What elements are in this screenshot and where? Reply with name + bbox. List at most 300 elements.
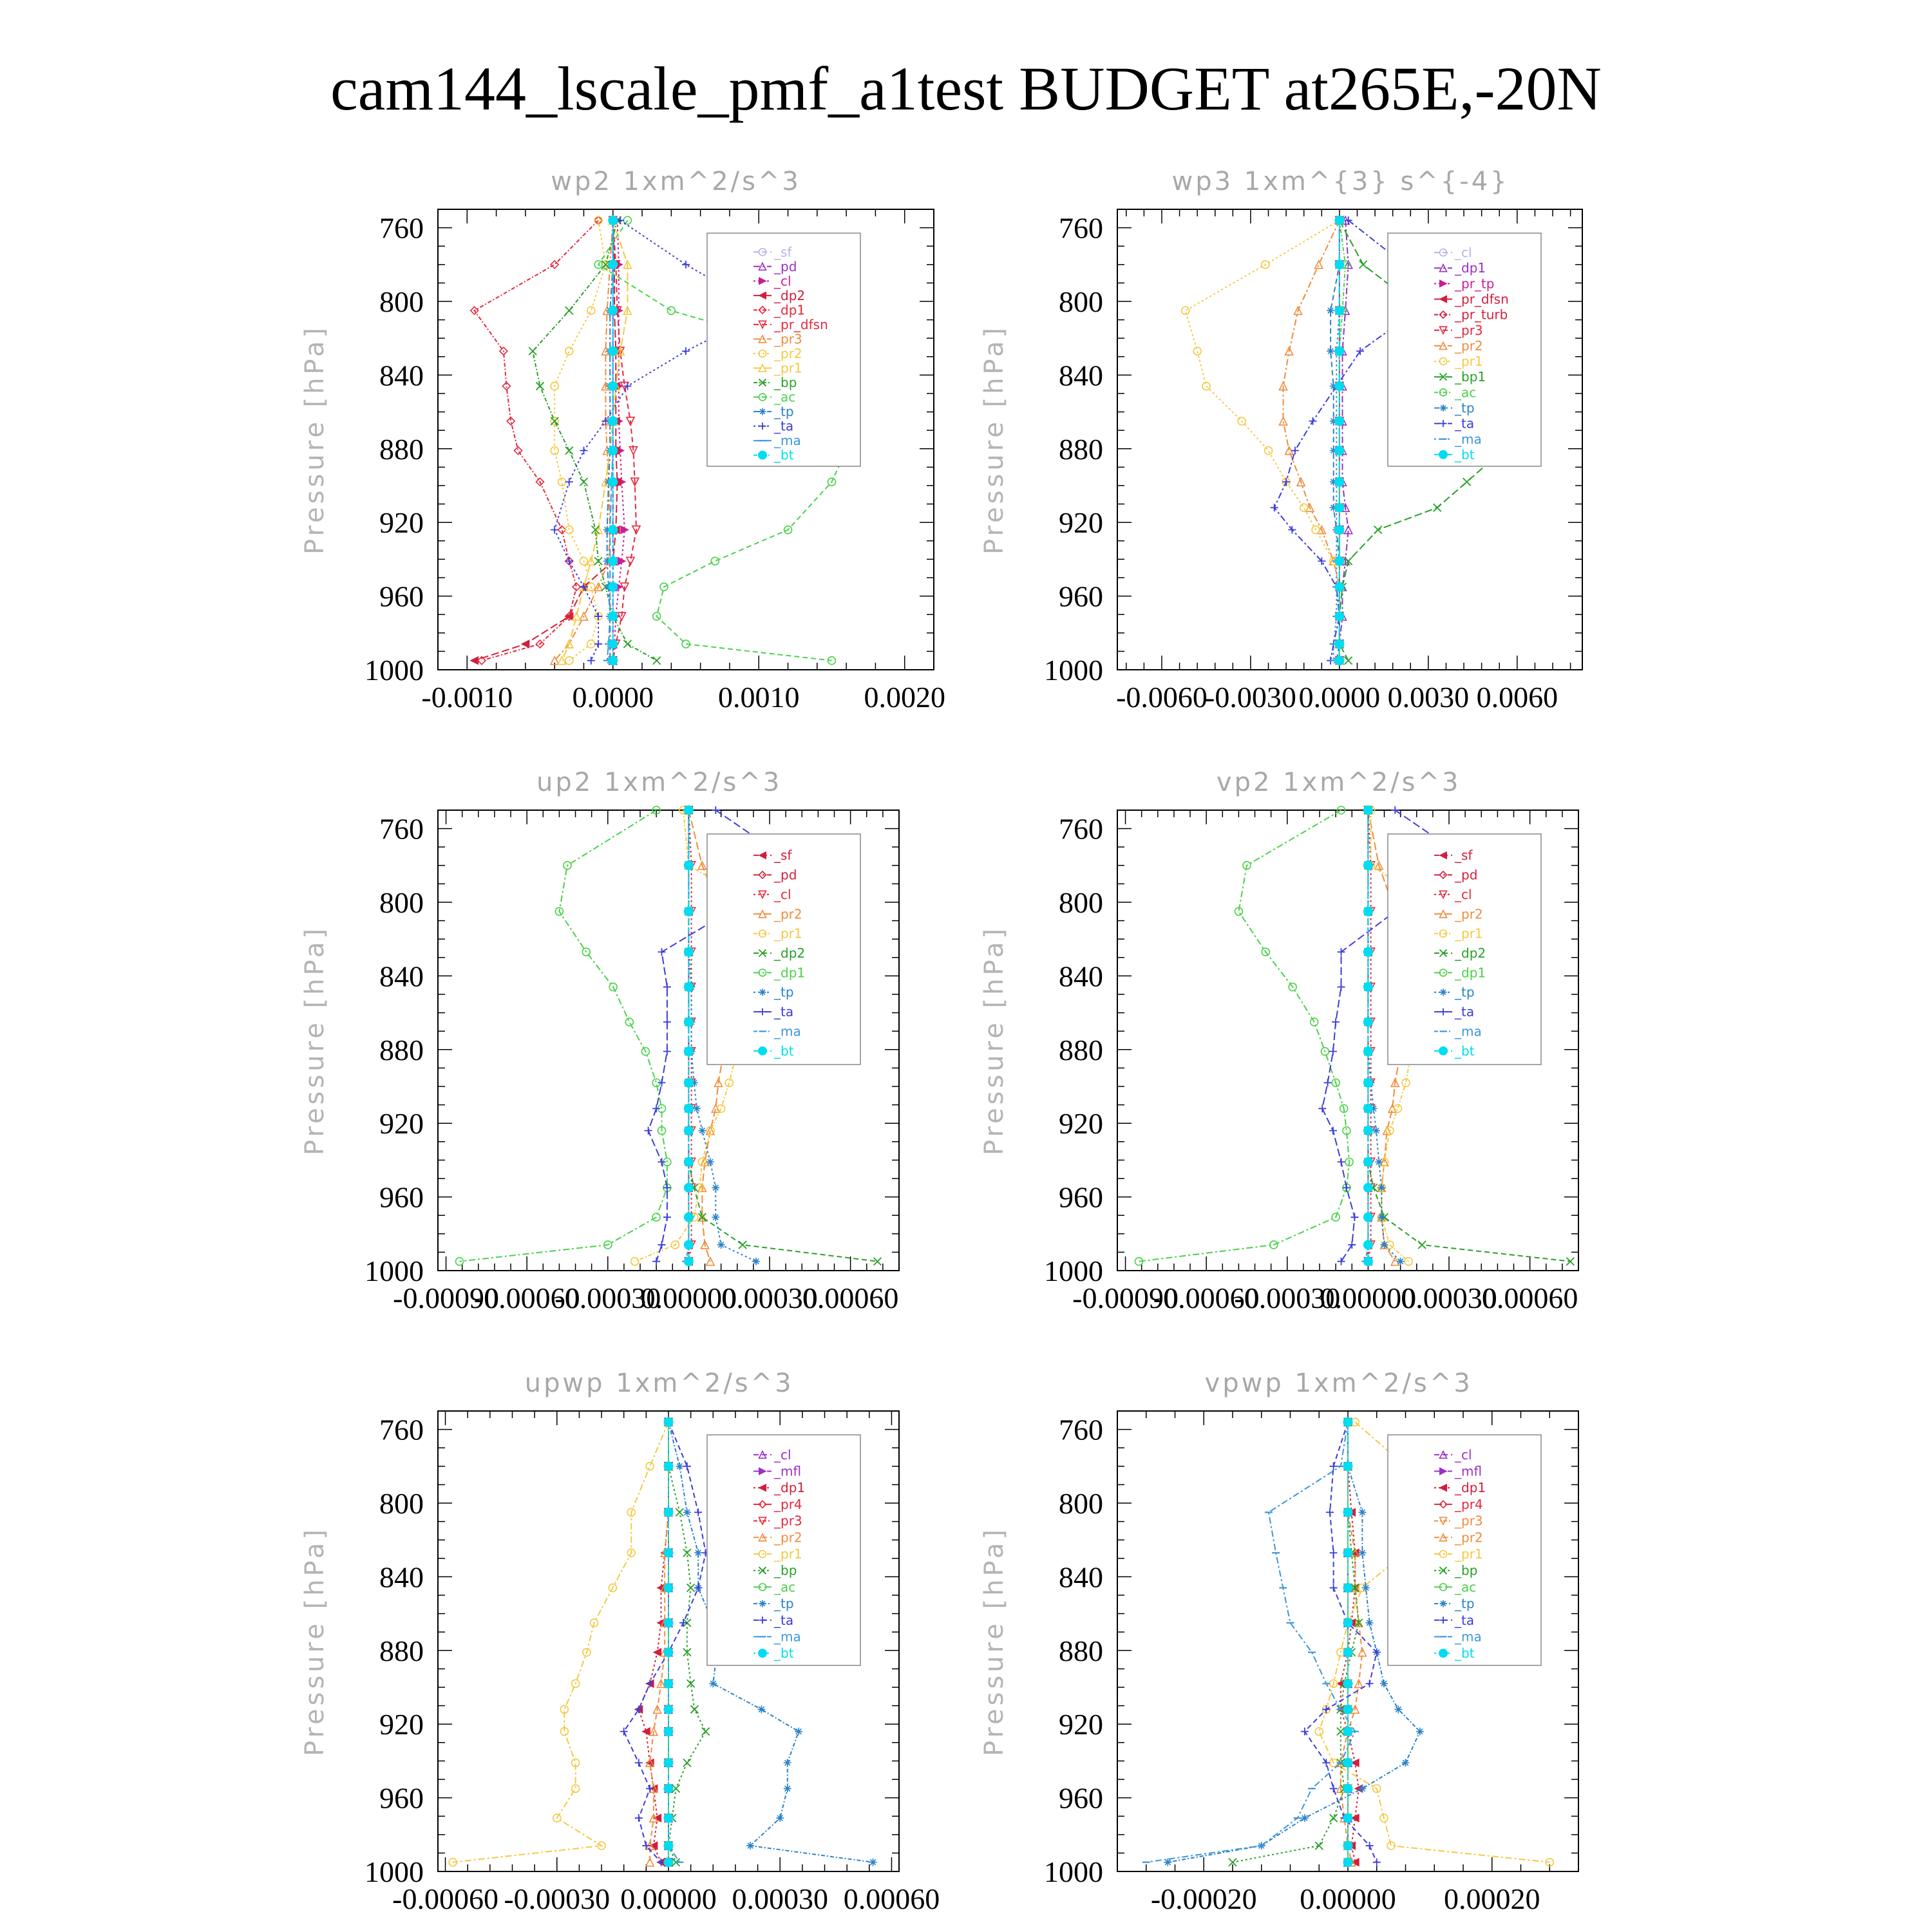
data-point xyxy=(795,1728,802,1736)
legend-label: _pr3 xyxy=(1455,322,1483,338)
data-point xyxy=(684,907,693,916)
x-tick-label: -0.0060 xyxy=(1116,681,1208,714)
data-point xyxy=(1322,1759,1330,1766)
data-point xyxy=(580,478,587,486)
series-line xyxy=(1331,220,1340,661)
series-ma xyxy=(665,1422,683,1862)
y-axis-label: Pressure [hPa] xyxy=(300,325,330,554)
data-point xyxy=(1335,306,1344,315)
legend xyxy=(1388,834,1541,1065)
legend-label: _ta xyxy=(1455,1612,1475,1628)
data-point xyxy=(573,583,580,591)
y-tick-label: 840 xyxy=(1059,359,1103,392)
legend-label: _tp xyxy=(1455,984,1475,1000)
legend-marker xyxy=(759,989,766,996)
data-point xyxy=(706,1158,714,1166)
data-point xyxy=(1330,1549,1338,1557)
legend xyxy=(707,834,860,1065)
data-point xyxy=(1330,1785,1338,1792)
data-point xyxy=(609,446,618,455)
data-point xyxy=(684,1157,693,1166)
data-point xyxy=(572,1785,580,1792)
data-point xyxy=(663,983,671,991)
legend-label: _pr2 xyxy=(774,346,802,361)
data-point xyxy=(1338,1258,1345,1265)
data-point xyxy=(1335,556,1344,565)
data-point xyxy=(1343,1784,1352,1793)
legend-label: _pd xyxy=(774,867,797,883)
data-point xyxy=(702,1728,710,1736)
data-point xyxy=(684,806,693,815)
legend-marker xyxy=(1439,450,1448,459)
chart-title: up2 1xm^2/s^3 xyxy=(536,768,782,797)
data-point xyxy=(1343,1417,1352,1426)
data-point xyxy=(609,526,618,535)
y-tick-label: 840 xyxy=(379,359,424,392)
x-tick-label: 0.00030 xyxy=(1401,1282,1497,1314)
data-point xyxy=(609,656,618,665)
x-tick-label: 0.00060 xyxy=(802,1282,899,1314)
data-point xyxy=(1343,1841,1352,1850)
legend-label: _bp1 xyxy=(1455,369,1486,385)
data-point xyxy=(1363,1257,1372,1266)
data-point xyxy=(1309,417,1317,425)
data-point xyxy=(1326,1508,1334,1516)
data-point xyxy=(684,947,693,956)
data-point xyxy=(646,1463,654,1470)
data-point xyxy=(551,526,558,534)
y-tick-label: 880 xyxy=(379,432,424,466)
x-tick-label: -0.00060 xyxy=(473,1282,580,1314)
data-point xyxy=(1315,261,1323,269)
x-tick-label: -0.00090 xyxy=(393,1282,499,1314)
data-point xyxy=(1343,1858,1352,1867)
legend-marker xyxy=(759,1046,767,1055)
chart-panel-6 xyxy=(980,1368,1578,1915)
legend-label: _pr3 xyxy=(774,1513,802,1529)
legend xyxy=(707,233,860,466)
data-point xyxy=(1363,1213,1372,1222)
data-point xyxy=(1335,346,1344,355)
legend-label: _bp xyxy=(774,1562,797,1578)
data-point xyxy=(551,417,558,425)
data-point xyxy=(664,1705,673,1714)
data-point xyxy=(1434,504,1441,511)
data-point xyxy=(1335,582,1344,591)
chart-title: vp2 1xm^2/s^3 xyxy=(1216,768,1461,797)
data-point xyxy=(684,1126,693,1135)
legend-label: _pr1 xyxy=(774,925,802,942)
y-axis-label: Pressure [hPa] xyxy=(300,925,330,1155)
x-tick-label: 0.00030 xyxy=(721,1282,818,1314)
series-line xyxy=(1233,1422,1359,1862)
data-point xyxy=(1335,417,1344,426)
data-point xyxy=(684,983,693,992)
data-point xyxy=(1343,1705,1352,1714)
data-point xyxy=(652,1258,660,1265)
x-tick-label: 0.0000 xyxy=(572,681,654,714)
legend-label: _ta xyxy=(774,1612,794,1628)
data-point xyxy=(1363,1240,1372,1249)
series-line xyxy=(668,1422,706,1862)
y-tick-label: 760 xyxy=(379,812,424,846)
data-point xyxy=(1335,216,1344,225)
data-point xyxy=(1363,1104,1372,1113)
data-point xyxy=(1363,1078,1372,1087)
data-point xyxy=(664,1584,673,1593)
data-point xyxy=(712,806,719,814)
data-point xyxy=(664,1508,673,1517)
data-point xyxy=(1358,1549,1366,1557)
data-point xyxy=(1343,1758,1352,1767)
series-line xyxy=(1334,220,1340,661)
y-tick-label: 960 xyxy=(379,1781,424,1815)
data-point xyxy=(1380,1680,1388,1687)
data-point xyxy=(1350,1213,1358,1221)
data-point xyxy=(587,307,595,314)
data-point xyxy=(580,447,587,455)
x-tick-label: 0.0030 xyxy=(1387,681,1470,714)
series-line xyxy=(1341,1422,1363,1862)
x-tick-label: -0.00020 xyxy=(1150,1882,1257,1915)
data-point xyxy=(1418,1241,1426,1249)
data-point xyxy=(1416,1728,1424,1736)
data-point xyxy=(1363,806,1372,815)
y-tick-label: 1000 xyxy=(1044,654,1103,687)
y-tick-label: 880 xyxy=(1059,1634,1103,1667)
data-point xyxy=(1363,907,1372,916)
legend-label: _pr1 xyxy=(774,1546,802,1562)
legend-label: _pr_dfsn xyxy=(774,316,828,332)
legend-marker xyxy=(759,451,767,459)
data-point xyxy=(565,447,573,455)
data-point xyxy=(1366,1619,1374,1627)
series-line xyxy=(453,1422,668,1862)
data-point xyxy=(587,657,595,665)
data-point xyxy=(609,477,618,486)
y-tick-label: 840 xyxy=(1059,960,1103,993)
data-point xyxy=(739,1241,746,1249)
y-tick-label: 960 xyxy=(1059,580,1103,613)
x-tick-label: 0.0010 xyxy=(717,681,800,714)
legend-label: _pr2 xyxy=(1455,1530,1483,1546)
data-point xyxy=(1402,1759,1410,1766)
data-point xyxy=(1363,861,1372,870)
chart-panel-2 xyxy=(980,167,1582,714)
y-axis-label: Pressure [hPa] xyxy=(980,925,1009,1155)
y-tick-label: 1000 xyxy=(1044,1255,1103,1287)
y-tick-label: 1000 xyxy=(1044,1855,1103,1888)
series-dp1 xyxy=(1135,806,1353,1265)
data-point xyxy=(1359,261,1367,269)
data-point xyxy=(664,1648,673,1657)
legend-label: _pr1 xyxy=(1455,925,1483,942)
data-point xyxy=(1356,347,1364,355)
series-line xyxy=(1168,1422,1420,1862)
data-point xyxy=(1318,1104,1326,1112)
data-point xyxy=(1366,1680,1374,1687)
data-point xyxy=(1363,1018,1372,1027)
y-tick-label: 960 xyxy=(379,580,424,613)
data-point xyxy=(1343,1648,1352,1657)
data-point xyxy=(690,1705,698,1713)
data-point xyxy=(664,1758,673,1767)
data-point xyxy=(712,1213,719,1221)
data-point xyxy=(1315,1728,1323,1736)
legend-marker xyxy=(1440,404,1447,412)
data-point xyxy=(1345,657,1352,665)
data-point xyxy=(687,1584,695,1592)
series-line xyxy=(668,1422,679,1862)
y-tick-label: 760 xyxy=(1059,211,1103,245)
data-point xyxy=(609,556,618,565)
data-point xyxy=(663,1213,671,1221)
data-point xyxy=(609,417,618,426)
data-point xyxy=(664,1548,673,1557)
data-point xyxy=(664,1784,673,1793)
series-pr_dfsn xyxy=(609,216,640,665)
data-point xyxy=(658,1241,666,1249)
y-tick-label: 960 xyxy=(1059,1180,1103,1214)
data-point xyxy=(684,1240,693,1249)
legend-label: _ma xyxy=(774,433,801,449)
legend-label: _sf xyxy=(774,848,792,864)
data-point xyxy=(609,346,618,355)
data-point xyxy=(664,1462,673,1471)
data-point xyxy=(1193,347,1201,355)
y-tick-label: 920 xyxy=(379,506,424,540)
x-tick-label: 0.0060 xyxy=(1476,681,1558,714)
data-point xyxy=(609,582,618,591)
data-point xyxy=(1343,1679,1352,1688)
y-tick-label: 800 xyxy=(1059,285,1103,318)
series-bp xyxy=(665,1418,710,1866)
legend-label: _pd xyxy=(1455,867,1478,883)
x-tick-label: 0.0000 xyxy=(1298,681,1381,714)
data-point xyxy=(645,1127,652,1135)
y-tick-label: 760 xyxy=(379,1413,424,1446)
legend-label: _pr1 xyxy=(1455,1546,1483,1562)
y-axis-label: Pressure [hPa] xyxy=(980,325,1009,554)
legend xyxy=(1388,1435,1541,1665)
legend-label: _pr2 xyxy=(1455,337,1483,354)
legend-label: _ma xyxy=(774,1629,801,1645)
legend-label: _tp xyxy=(1455,1596,1475,1612)
x-tick-label: 0.00000 xyxy=(640,1282,737,1314)
legend-label: _pd xyxy=(774,258,797,274)
legend-label: _mfl xyxy=(774,1463,802,1479)
series-pr3 xyxy=(551,216,617,665)
data-point xyxy=(664,1814,673,1823)
data-point xyxy=(635,1814,643,1822)
data-point xyxy=(1375,1158,1383,1166)
data-point xyxy=(1405,1258,1412,1265)
x-tick-label: -0.0030 xyxy=(1205,681,1296,714)
data-point xyxy=(667,307,675,314)
legend-label: _cl xyxy=(1455,1446,1472,1463)
data-point xyxy=(663,1048,671,1056)
x-tick-label: 0.00030 xyxy=(732,1882,828,1915)
legend-label: _pr2 xyxy=(774,1530,802,1546)
series-tp xyxy=(1164,1418,1424,1866)
data-point xyxy=(869,1859,877,1866)
data-point xyxy=(664,1618,673,1627)
series-ma xyxy=(1142,1422,1359,1862)
data-point xyxy=(664,1841,673,1850)
data-point xyxy=(565,478,573,486)
series-line xyxy=(1186,220,1340,661)
data-point xyxy=(565,307,573,314)
data-point xyxy=(609,612,618,621)
data-point xyxy=(664,1727,673,1736)
x-tick-label: 0.00000 xyxy=(620,1882,717,1915)
data-point xyxy=(683,1759,691,1766)
series-pr1 xyxy=(1182,216,1343,665)
data-point xyxy=(594,557,602,565)
data-point xyxy=(684,1078,693,1087)
data-point xyxy=(1324,1079,1332,1086)
data-point xyxy=(1343,1508,1352,1517)
legend-label: _sf xyxy=(1455,848,1473,864)
data-point xyxy=(784,1759,791,1766)
data-point xyxy=(1363,1047,1372,1056)
data-point xyxy=(1378,1213,1385,1221)
legend-label: _dp1 xyxy=(1455,965,1486,981)
legend-label: _ta xyxy=(774,418,794,434)
chart-panel-5 xyxy=(300,1368,940,1915)
y-tick-label: 880 xyxy=(379,1033,424,1066)
legend-label: _pr3 xyxy=(774,331,802,347)
x-tick-label: -0.00030 xyxy=(504,1882,611,1915)
data-point xyxy=(684,1213,693,1222)
legend-label: _dp1 xyxy=(1455,1480,1486,1496)
data-point xyxy=(609,306,618,315)
x-tick-label: 0.0020 xyxy=(864,681,945,714)
data-point xyxy=(693,1104,701,1112)
series-dp1 xyxy=(455,806,670,1265)
legend-label: _ac xyxy=(774,389,796,405)
data-point xyxy=(1363,1157,1372,1166)
data-point xyxy=(1335,382,1344,391)
data-point xyxy=(684,861,693,870)
data-point xyxy=(1394,1705,1402,1713)
y-axis-label: Pressure [hPa] xyxy=(980,1526,1009,1756)
legend-label: _ac xyxy=(1455,1579,1477,1595)
x-tick-label: -0.00060 xyxy=(1153,1282,1260,1314)
legend-label: _pr_turb xyxy=(1455,307,1508,323)
series-pr2 xyxy=(551,216,609,665)
data-point xyxy=(1301,1814,1309,1822)
data-point xyxy=(658,948,666,956)
x-tick-label: -0.00030 xyxy=(1234,1282,1341,1314)
data-point xyxy=(609,639,618,649)
data-point xyxy=(1363,1183,1372,1192)
data-point xyxy=(1335,656,1344,665)
series-line xyxy=(533,220,657,661)
data-point xyxy=(1338,983,1345,991)
data-point xyxy=(1301,1728,1309,1736)
series-cl xyxy=(1364,806,1374,1265)
data-point xyxy=(684,1047,693,1056)
y-tick-label: 920 xyxy=(1059,1107,1103,1141)
series-bp xyxy=(529,216,661,665)
legend-label: _cl xyxy=(1455,886,1472,902)
data-point xyxy=(725,1079,733,1086)
series-line xyxy=(554,220,613,661)
data-point xyxy=(1363,1126,1372,1135)
data-point xyxy=(717,1104,725,1112)
y-axis-label: Pressure [hPa] xyxy=(300,1526,330,1756)
data-point xyxy=(1271,504,1278,511)
data-point xyxy=(1182,307,1189,314)
data-point xyxy=(1358,1508,1366,1516)
legend xyxy=(1388,233,1541,466)
legend-label: _ma xyxy=(1455,1629,1482,1645)
y-tick-label: 800 xyxy=(379,886,424,919)
data-point xyxy=(1332,1018,1340,1026)
data-point xyxy=(683,1508,691,1516)
y-tick-label: 840 xyxy=(1059,1560,1103,1594)
legend-label: _cl xyxy=(774,1446,791,1463)
series-dp2 xyxy=(471,216,621,665)
data-point xyxy=(709,1680,717,1687)
data-point xyxy=(1265,447,1273,455)
chart-title: wp2 1xm^2/s^3 xyxy=(551,167,801,196)
data-point xyxy=(683,1463,691,1470)
data-point xyxy=(1335,260,1344,269)
data-point xyxy=(1394,1104,1401,1112)
legend-marker xyxy=(759,1600,766,1607)
data-point xyxy=(1397,1258,1405,1265)
data-point xyxy=(712,1184,719,1191)
x-tick-label: -0.0010 xyxy=(421,681,513,714)
data-point xyxy=(654,1649,661,1656)
x-tick-label: -0.00090 xyxy=(1072,1282,1179,1314)
data-point xyxy=(1335,503,1344,512)
legend-label: _bt xyxy=(774,1645,794,1662)
legend-label: _pr3 xyxy=(1455,1513,1483,1529)
legend-label: _ta xyxy=(1455,415,1475,431)
data-point xyxy=(623,640,631,648)
data-point xyxy=(1358,1785,1366,1792)
chart-panel-3 xyxy=(300,768,899,1314)
data-point xyxy=(682,347,690,355)
data-point xyxy=(565,347,573,355)
x-tick-label: 0.00000 xyxy=(1300,1882,1396,1915)
data-point xyxy=(1329,1127,1337,1135)
data-point xyxy=(1463,478,1471,486)
data-point xyxy=(717,1241,725,1249)
data-point xyxy=(1373,1859,1381,1866)
data-point xyxy=(684,1183,693,1192)
data-point xyxy=(698,1127,706,1135)
data-point xyxy=(684,1018,693,1027)
legend-label: _pr4 xyxy=(1455,1496,1483,1512)
legend-label: _pr_tp xyxy=(1455,276,1495,292)
data-point xyxy=(620,1728,628,1736)
legend-label: _ac xyxy=(1455,384,1477,401)
legend-label: _cl xyxy=(774,886,791,902)
x-tick-label: -0.00030 xyxy=(554,1282,661,1314)
x-tick-label: 0.00060 xyxy=(843,1882,940,1915)
data-point xyxy=(1343,1548,1352,1557)
legend-label: _pr_dfsn xyxy=(1455,291,1509,307)
series-line xyxy=(650,1422,668,1862)
series-cl xyxy=(685,806,695,1265)
data-point xyxy=(776,1814,784,1822)
data-point xyxy=(594,640,602,648)
legend-label: _tp xyxy=(774,984,794,1000)
